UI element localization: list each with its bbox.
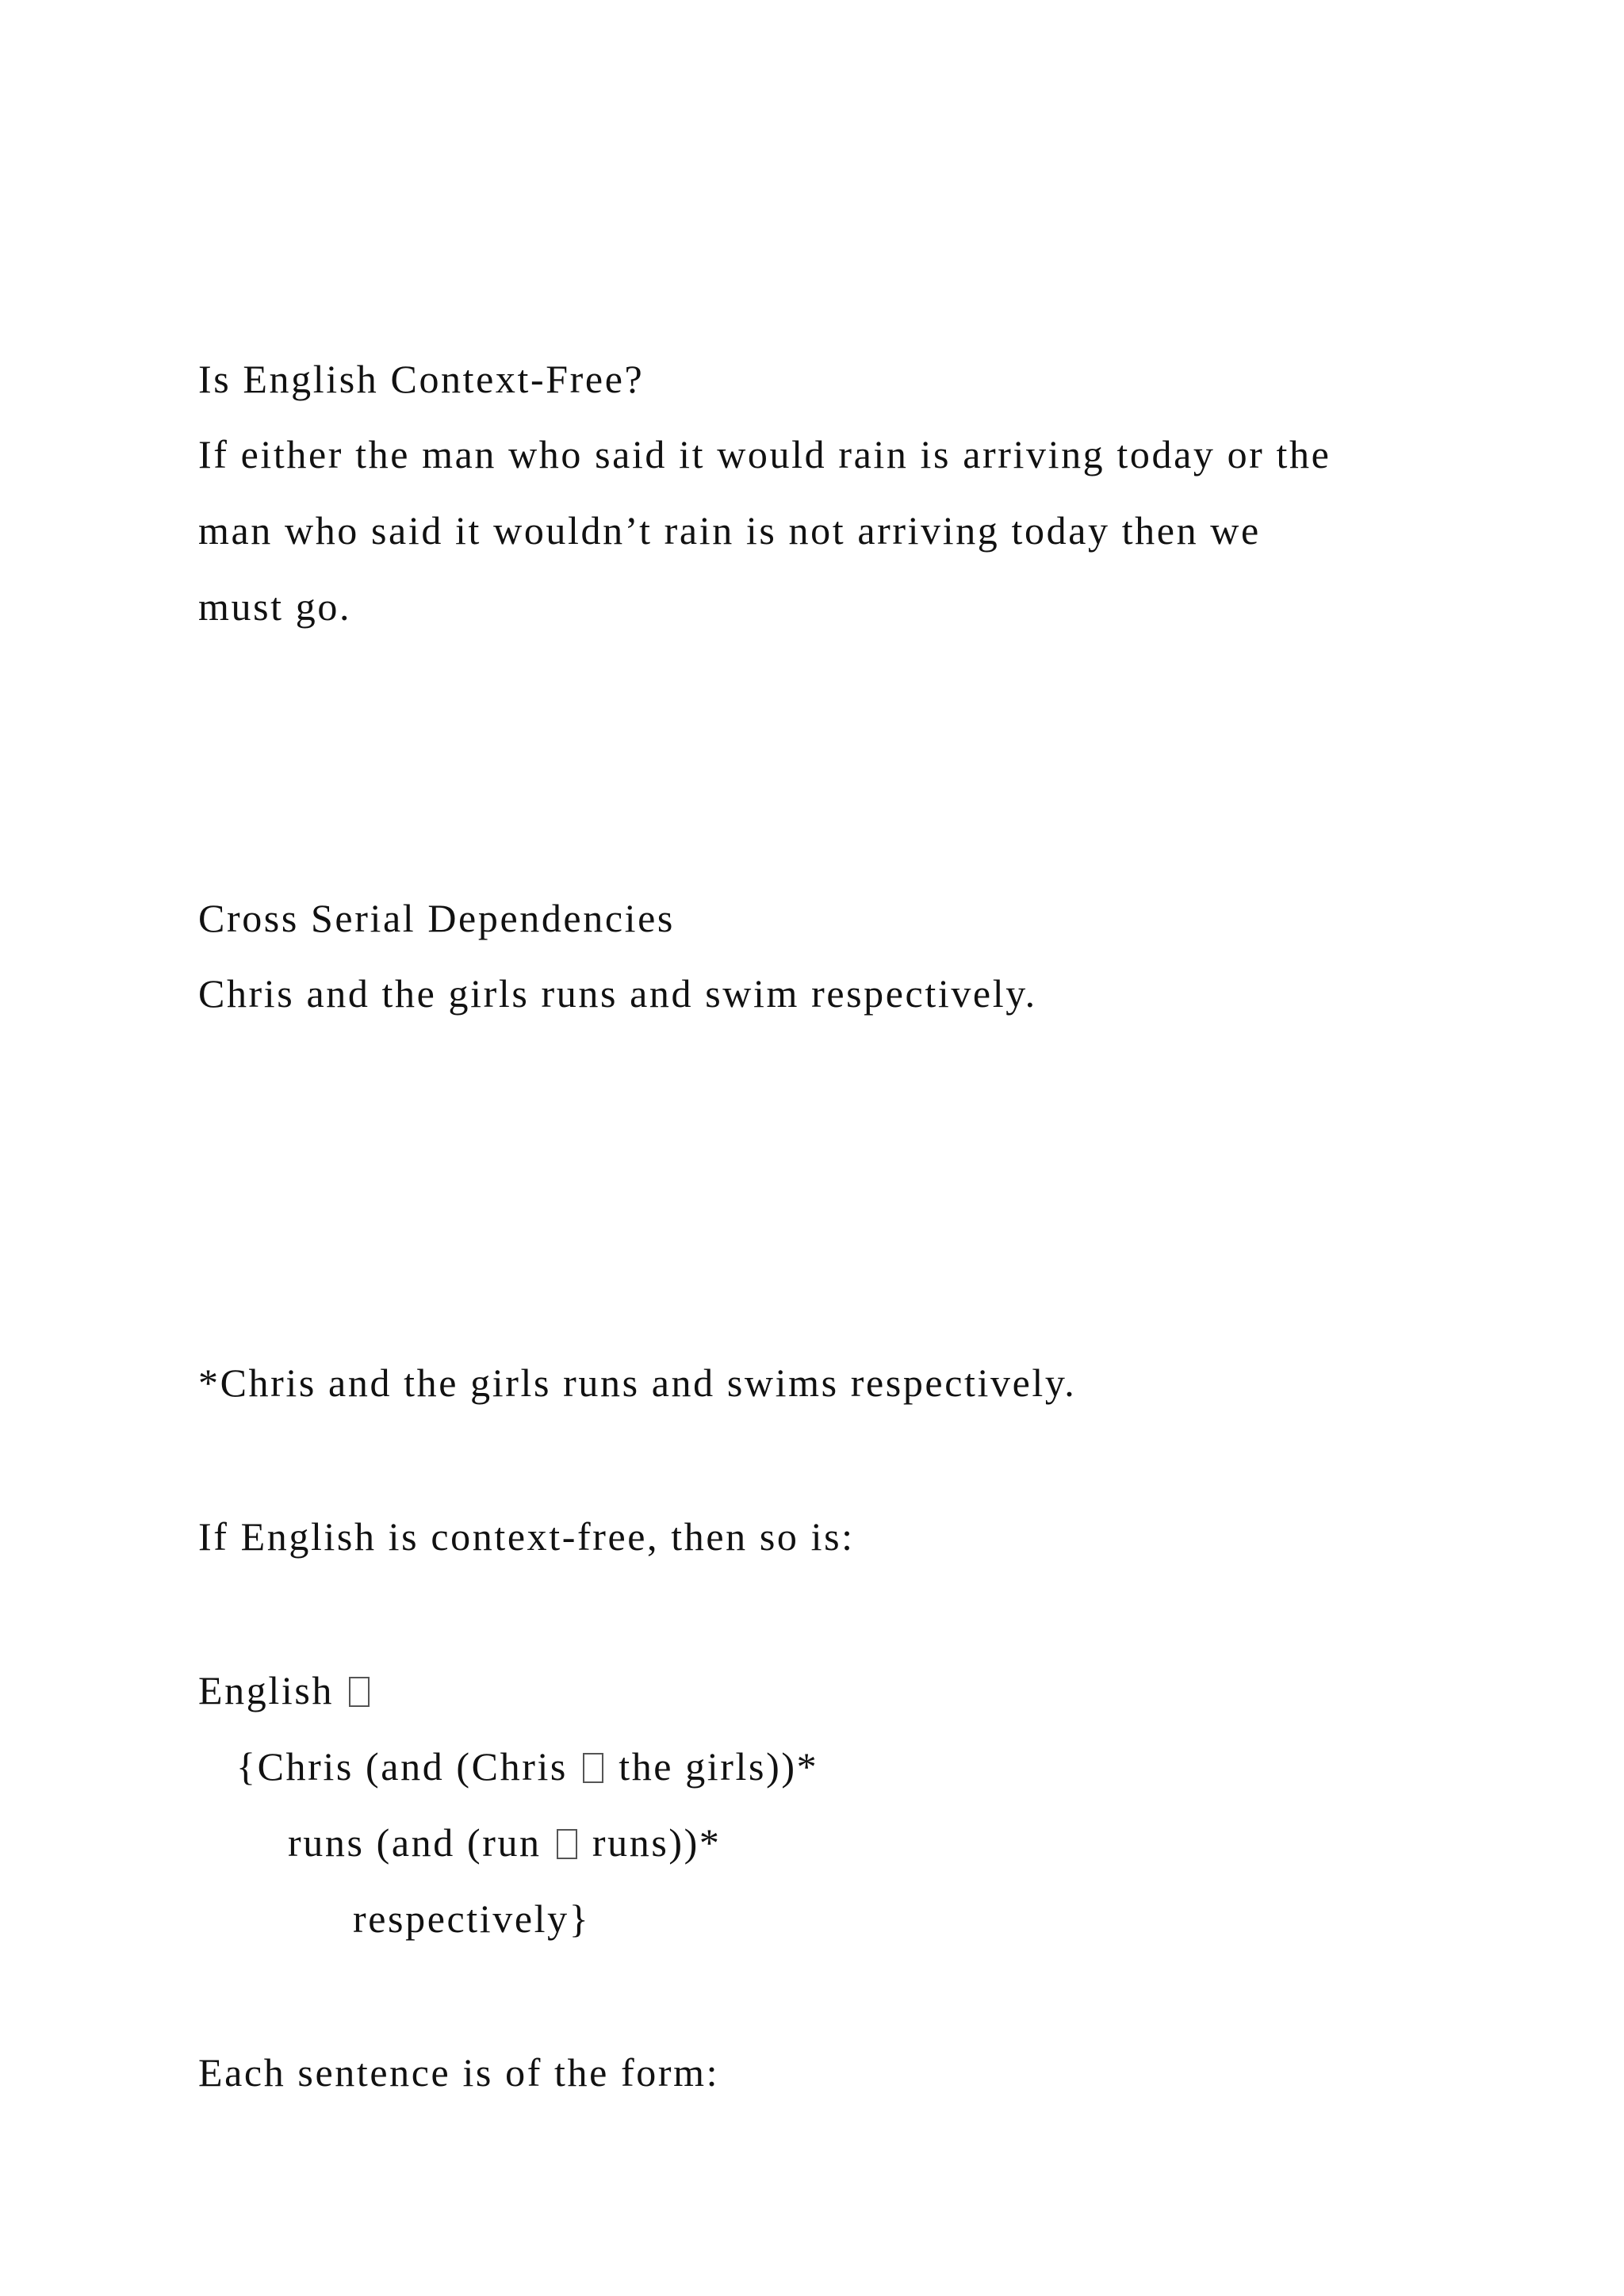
formula-line-1-b: the girls))* <box>619 1744 819 1789</box>
example-ungrammatical: *Chris and the girls runs and swims respectively. <box>198 1360 1077 1405</box>
formula-lhs <box>198 1667 373 1714</box>
formula-line-3: respectively} <box>353 1896 591 1941</box>
paragraph-line-2: man who said it wouldn’t rain is not arriving today then we <box>198 508 1261 553</box>
formula-line-2-b: runs))* <box>592 1820 722 1865</box>
paragraph-line-3: must go. <box>198 584 352 629</box>
formula-lhs-text: English <box>198 1668 334 1712</box>
formula-line-1-a: {Chris (and (Chris <box>236 1744 568 1789</box>
example-grammatical: Chris and the girls runs and swim respectively. <box>198 971 1037 1016</box>
formula-line-2 <box>288 1819 721 1866</box>
section-title-context-free: Is English Context-Free? <box>198 357 645 401</box>
formula-line-1 <box>236 1743 818 1790</box>
union-symbol-icon <box>557 1829 577 1859</box>
form-intro: Each sentence is of the form: <box>198 2050 720 2095</box>
section-title-cross-serial: Cross Serial Dependencies <box>198 896 675 940</box>
intersection-symbol-icon <box>349 1677 370 1707</box>
union-symbol-icon <box>583 1753 603 1783</box>
paragraph-line-1: If either the man who said it would rain is arriving today or the <box>198 432 1331 476</box>
context-free-claim: If English is context-free, then so is: <box>198 1514 855 1559</box>
formula-line-2-a: runs (and (run <box>288 1820 542 1865</box>
